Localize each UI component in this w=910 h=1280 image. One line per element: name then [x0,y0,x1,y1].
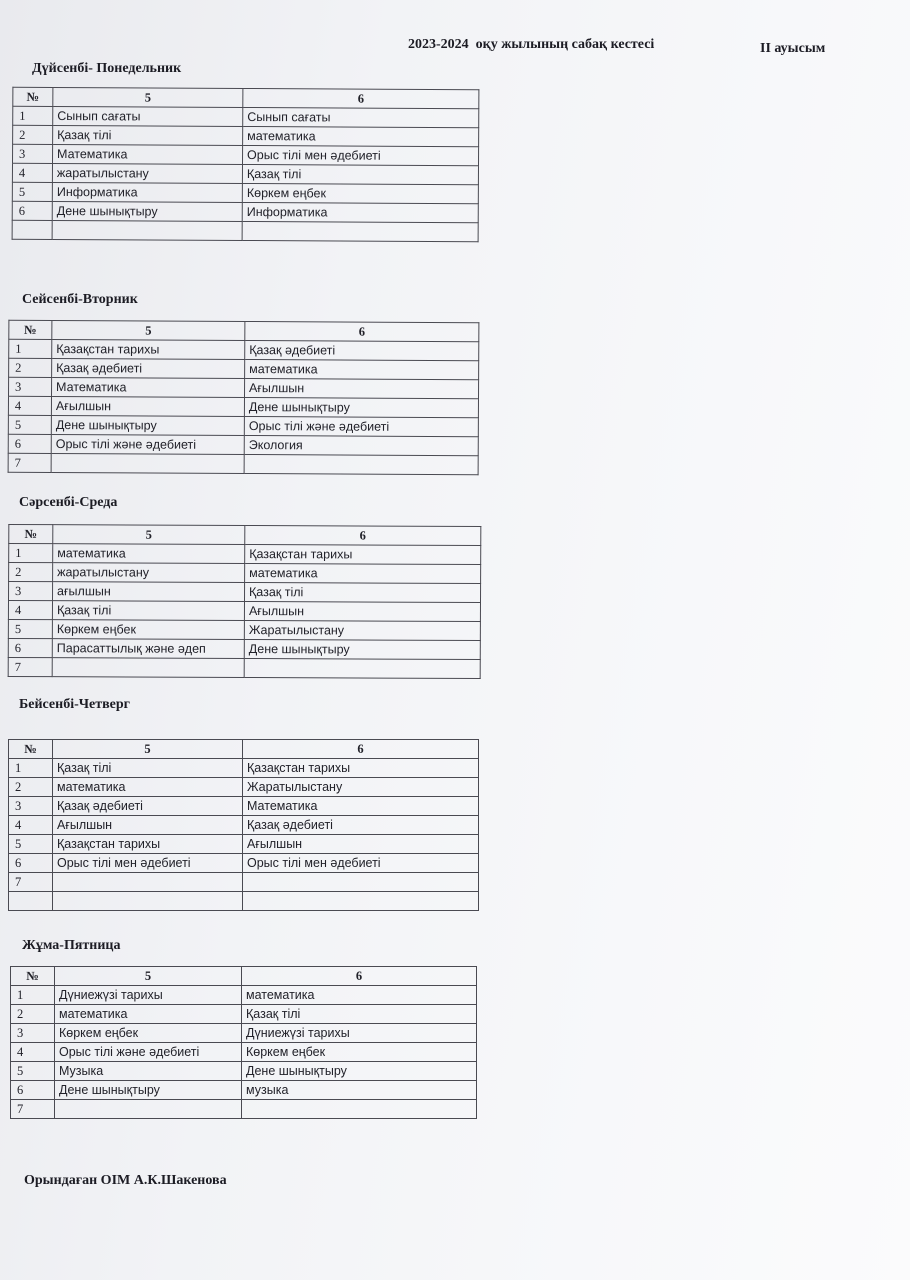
lesson-number-cell: 6 [8,638,52,657]
grade-5-subject-cell: Қазақстан тарихы [53,835,243,854]
schedule-table-friday [10,966,477,1119]
grade-5-subject-cell: Дене шынықтыру [52,201,242,221]
signature-line: Орындаған ОІМ А.К.Шакенова [24,1173,227,1188]
grade-6-subject-cell: Экология [244,436,478,456]
lesson-number-cell: 3 [9,797,53,816]
grade-6-subject-cell: Қазақ әдебиеті [245,341,479,361]
column-header-number: № [13,87,53,106]
grade-6-subject-cell: Дене шынықтыру [244,398,478,418]
grade-5-subject-cell: Орыс тілі мен әдебиеті [53,854,243,873]
grade-5-subject-cell: Математика [53,144,243,164]
table-row [9,759,479,778]
grade-6-subject-cell: Көркем еңбек [242,1043,477,1062]
grade-5-subject-cell [55,1100,242,1119]
table-row [9,835,479,854]
day-heading-wednesday: Сәрсенбі-Среда [19,495,118,510]
table-header-row [9,524,481,545]
lesson-number-cell: 2 [9,358,52,377]
lesson-number-cell [9,892,53,911]
lesson-number-cell: 6 [11,1081,55,1100]
lesson-number-cell: 3 [13,144,53,163]
lesson-number-cell: 7 [11,1100,55,1119]
lesson-number-cell: 4 [8,600,52,619]
lesson-number-cell: 2 [11,1005,55,1024]
grade-5-subject-cell [52,658,244,678]
lesson-number-cell: 7 [9,873,53,892]
column-header-grade-6: 6 [245,526,481,546]
lesson-number-cell [12,220,52,239]
lesson-number-cell: 4 [8,396,51,415]
grade-6-subject-cell: Қазақстан тарихы [243,759,479,778]
grade-6-subject-cell: Қазақ тілі [242,164,478,184]
table-row [9,581,481,602]
grade-6-subject-cell: Ағылшын [243,835,479,854]
grade-6-subject-cell: математика [245,564,481,584]
lesson-number-cell: 5 [9,835,53,854]
lesson-number-cell: 6 [9,854,53,873]
column-header-grade-5: 5 [53,525,245,545]
table-row [8,415,478,436]
table-row [9,816,479,835]
grade-5-subject-cell: математика [53,778,243,797]
table-row [11,1005,477,1024]
grade-5-subject-cell: Сынып сағаты [53,106,243,126]
lesson-number-cell: 3 [11,1024,55,1043]
table-row [13,125,479,146]
lesson-number-cell: 2 [9,562,53,581]
lesson-number-cell: 5 [8,415,51,434]
day-heading-thursday: Бейсенбі-Четверг [19,697,131,712]
grade-6-subject-cell [243,892,479,911]
lesson-number-cell: 6 [12,201,52,220]
lesson-number-cell: 5 [8,619,52,638]
column-header-grade-6: 6 [245,322,479,342]
grade-5-subject-cell [53,892,243,911]
table-row [8,453,478,474]
grade-6-subject-cell [242,221,478,241]
lesson-number-cell: 7 [8,453,51,472]
table-header-row [11,967,477,986]
column-header-number: № [11,967,55,986]
column-header-grade-5: 5 [52,320,245,340]
lesson-number-cell: 5 [12,182,52,201]
grade-6-subject-cell: Дене шынықтыру [244,639,480,659]
table-header-row [9,320,479,341]
grade-6-subject-cell: Жаратылыстану [243,778,479,797]
table-row [9,778,479,797]
grade-6-subject-cell: Жаратылыстану [244,620,480,640]
lesson-number-cell: 1 [9,339,52,358]
grade-6-subject-cell [244,455,478,475]
schedule-table-tuesday [8,320,480,475]
table-row [9,854,479,873]
day-heading-friday: Жұма-Пятница [22,938,121,953]
grade-6-subject-cell: Математика [243,797,479,816]
column-header-grade-5: 5 [55,967,242,986]
table-row [9,873,479,892]
grade-6-subject-cell: Дүниежүзі тарихы [242,1024,477,1043]
lesson-number-cell: 7 [8,657,52,676]
grade-5-subject-cell: Орыс тілі және әдебиеті [51,434,244,454]
grade-5-subject-cell: Математика [52,377,245,397]
grade-5-subject-cell: ағылшын [53,582,245,602]
table-row [11,1100,477,1119]
column-header-grade-6: 6 [243,88,479,108]
grade-6-subject-cell: математика [242,986,477,1005]
table-row [9,543,481,564]
table-row [9,377,479,398]
grade-5-subject-cell: Информатика [52,182,242,202]
table-row [12,163,478,184]
day-heading-tuesday: Сейсенбі-Вторник [22,292,138,307]
lesson-number-cell: 2 [9,778,53,797]
table-row [8,619,480,640]
document-title: 2023-2024 оқу жылының сабақ кестесі [408,37,655,52]
schedule-table-monday [12,87,480,242]
lesson-number-cell: 3 [9,377,52,396]
grade-6-subject-cell [243,873,479,892]
table-row [8,638,480,659]
grade-6-subject-cell: музыка [242,1081,477,1100]
schedule-table-thursday [8,739,479,911]
grade-5-subject-cell: Қазақ тілі [53,759,243,778]
column-header-grade-5: 5 [53,740,243,759]
grade-5-subject-cell: математика [53,544,245,564]
grade-5-subject-cell [53,873,243,892]
table-row [9,562,481,583]
table-row [8,600,480,621]
grade-5-subject-cell: жаратылыстану [52,163,242,183]
grade-5-subject-cell: математика [55,1005,242,1024]
lesson-number-cell: 1 [11,986,55,1005]
table-header-row [9,740,479,759]
grade-5-subject-cell: Қазақ тілі [53,125,243,145]
grade-5-subject-cell: Дүниежүзі тарихы [55,986,242,1005]
lesson-number-cell: 2 [13,125,53,144]
grade-5-subject-cell: Дене шынықтыру [55,1081,242,1100]
table-row [12,182,478,203]
grade-6-subject-cell: математика [243,126,479,146]
table-row [11,1062,477,1081]
grade-5-subject-cell: Парасаттылық және әдеп [52,639,244,659]
table-row [11,1043,477,1062]
table-row [9,892,479,911]
grade-6-subject-cell [242,1100,477,1119]
grade-6-subject-cell: Орыс тілі мен әдебиеті [243,145,479,165]
grade-5-subject-cell [51,453,244,473]
grade-6-subject-cell: Қазақ тілі [245,583,481,603]
table-row [8,396,478,417]
table-row [9,358,479,379]
table-row [13,106,479,127]
grade-5-subject-cell: Дене шынықтыру [51,415,244,435]
table-row [11,986,477,1005]
grade-6-subject-cell: Қазақ әдебиеті [243,816,479,835]
grade-6-subject-cell: Орыс тілі және әдебиеті [244,417,478,437]
lesson-number-cell: 1 [9,543,53,562]
column-header-grade-5: 5 [53,87,243,107]
grade-6-subject-cell: Сынып сағаты [243,107,479,127]
day-heading-monday: Дүйсенбі- Понедельник [32,61,182,76]
grade-5-subject-cell: Көркем еңбек [55,1024,242,1043]
column-header-number: № [9,320,52,339]
grade-6-subject-cell: Информатика [242,202,478,222]
column-header-grade-6: 6 [242,967,477,986]
shift-label: II ауысым [760,41,826,56]
grade-6-subject-cell: Қазақстан тарихы [245,545,481,565]
lesson-number-cell: 1 [13,106,53,125]
grade-5-subject-cell: Қазақстан тарихы [52,339,245,359]
table-row [9,797,479,816]
grade-5-subject-cell: Орыс тілі және әдебиеті [55,1043,242,1062]
column-header-number: № [9,524,53,543]
table-header-row [13,87,479,108]
grade-6-subject-cell: Орыс тілі мен әдебиеті [243,854,479,873]
column-header-grade-6: 6 [243,740,479,759]
column-header-number: № [9,740,53,759]
lesson-number-cell: 4 [12,163,52,182]
table-row [11,1081,477,1100]
lesson-number-cell: 3 [9,581,53,600]
grade-5-subject-cell: Қазақ тілі [52,601,244,621]
table-row [11,1024,477,1043]
grade-6-subject-cell: Қазақ тілі [242,1005,477,1024]
lesson-number-cell: 5 [11,1062,55,1081]
lesson-number-cell: 6 [8,434,51,453]
grade-6-subject-cell: Дене шынықтыру [242,1062,477,1081]
grade-6-subject-cell: математика [245,360,479,380]
table-row [13,144,479,165]
lesson-number-cell: 1 [9,759,53,778]
grade-5-subject-cell: Көркем еңбек [52,620,244,640]
grade-6-subject-cell: Ағылшын [244,379,478,399]
grade-5-subject-cell: Музыка [55,1062,242,1081]
table-row [12,220,478,241]
grade-5-subject-cell: Ағылшын [53,816,243,835]
lesson-number-cell: 4 [9,816,53,835]
grade-6-subject-cell [244,658,480,678]
lesson-number-cell: 4 [11,1043,55,1062]
grade-5-subject-cell: жаратылыстану [53,563,245,583]
grade-5-subject-cell: Қазақ әдебиеті [53,797,243,816]
table-row [8,434,478,455]
grade-6-subject-cell: Ағылшын [244,602,480,622]
grade-5-subject-cell: Қазақ әдебиеті [52,358,245,378]
grade-6-subject-cell: Көркем еңбек [242,183,478,203]
schedule-table-wednesday [8,524,482,679]
table-row [9,339,479,360]
table-row [12,201,478,222]
grade-5-subject-cell [52,220,242,240]
table-row [8,657,480,678]
grade-5-subject-cell: Ағылшын [51,396,244,416]
